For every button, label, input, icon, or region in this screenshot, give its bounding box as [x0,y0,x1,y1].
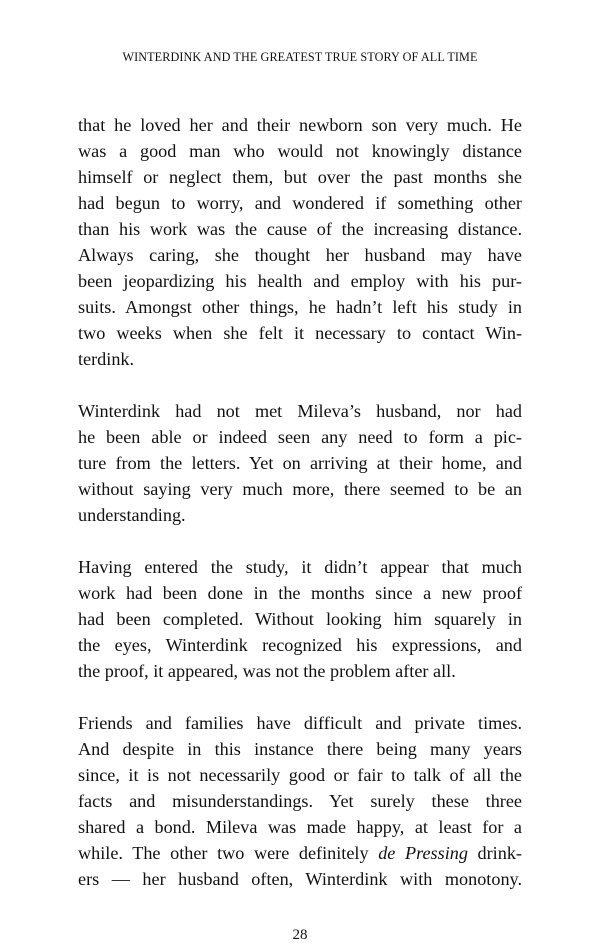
paragraph [78,112,522,372]
text-line: was a good man who would not knowingly distance [78,141,522,161]
text-line: had been completed. Without looking him squarely in [78,609,522,629]
text-line: Friends and families have difficult and private times. [78,713,522,733]
body-text [78,112,522,892]
text-line: Winterdink had not met Mileva’s husband, nor had [78,401,522,421]
text-line: Having entered the study, it didn’t appear that much [78,557,522,577]
text-line: the eyes, Winterdink recognized his expressions, and [78,635,522,655]
text-line: And despite in this instance there being many years [78,739,522,759]
text-fragment: drink- [467,843,522,863]
text-line: Always caring, she thought her husband may have [78,245,522,265]
text-line: since, it is not necessarily good or fair to talk of all the [78,765,522,785]
paragraph [78,554,522,684]
text-line: the proof, it appeared, was not the problem after all. [78,661,456,681]
text-line: suits. Amongst other things, he hadn’t left his study in [78,297,522,317]
text-fragment: while. The other two were definitely [78,843,379,863]
paragraph [78,710,522,892]
text-line: that he loved her and their newborn son very much. He [78,115,522,135]
text-line: terdink. [78,349,135,369]
text-line: two weeks when she felt it necessary to contact Win- [78,323,522,343]
text-line: facts and misunderstandings. Yet surely these three [78,791,522,811]
text-line: shared a bond. Mileva was made happy, at least for a [78,817,522,837]
text-line: ers — her husband often, Winterdink with monotony. [78,869,522,889]
running-head: WINTERDINK AND THE GREATEST TRUE STORY OF ALL TIME [122,50,478,64]
page-number: 28 [292,927,308,943]
text-line: work had been done in the months since a new proof [78,583,522,603]
text-line: without saying very much more, there seemed to be an [78,479,522,499]
text-line: he been able or indeed seen any need to form a pic- [78,427,522,447]
text-line: had begun to worry, and wondered if something other [78,193,522,213]
text-line: than his work was the cause of the increasing distance. [78,219,522,239]
text-line: ture from the letters. Yet on arriving at their home, and [78,453,522,473]
text-line: been jeopardizing his health and employ with his pur- [78,271,522,291]
text-line [78,840,522,866]
text-line: himself or neglect them, but over the past months she [78,167,522,187]
italic-phrase: de Pressing [378,843,468,863]
paragraph [78,398,522,528]
text-line: understanding. [78,505,186,525]
